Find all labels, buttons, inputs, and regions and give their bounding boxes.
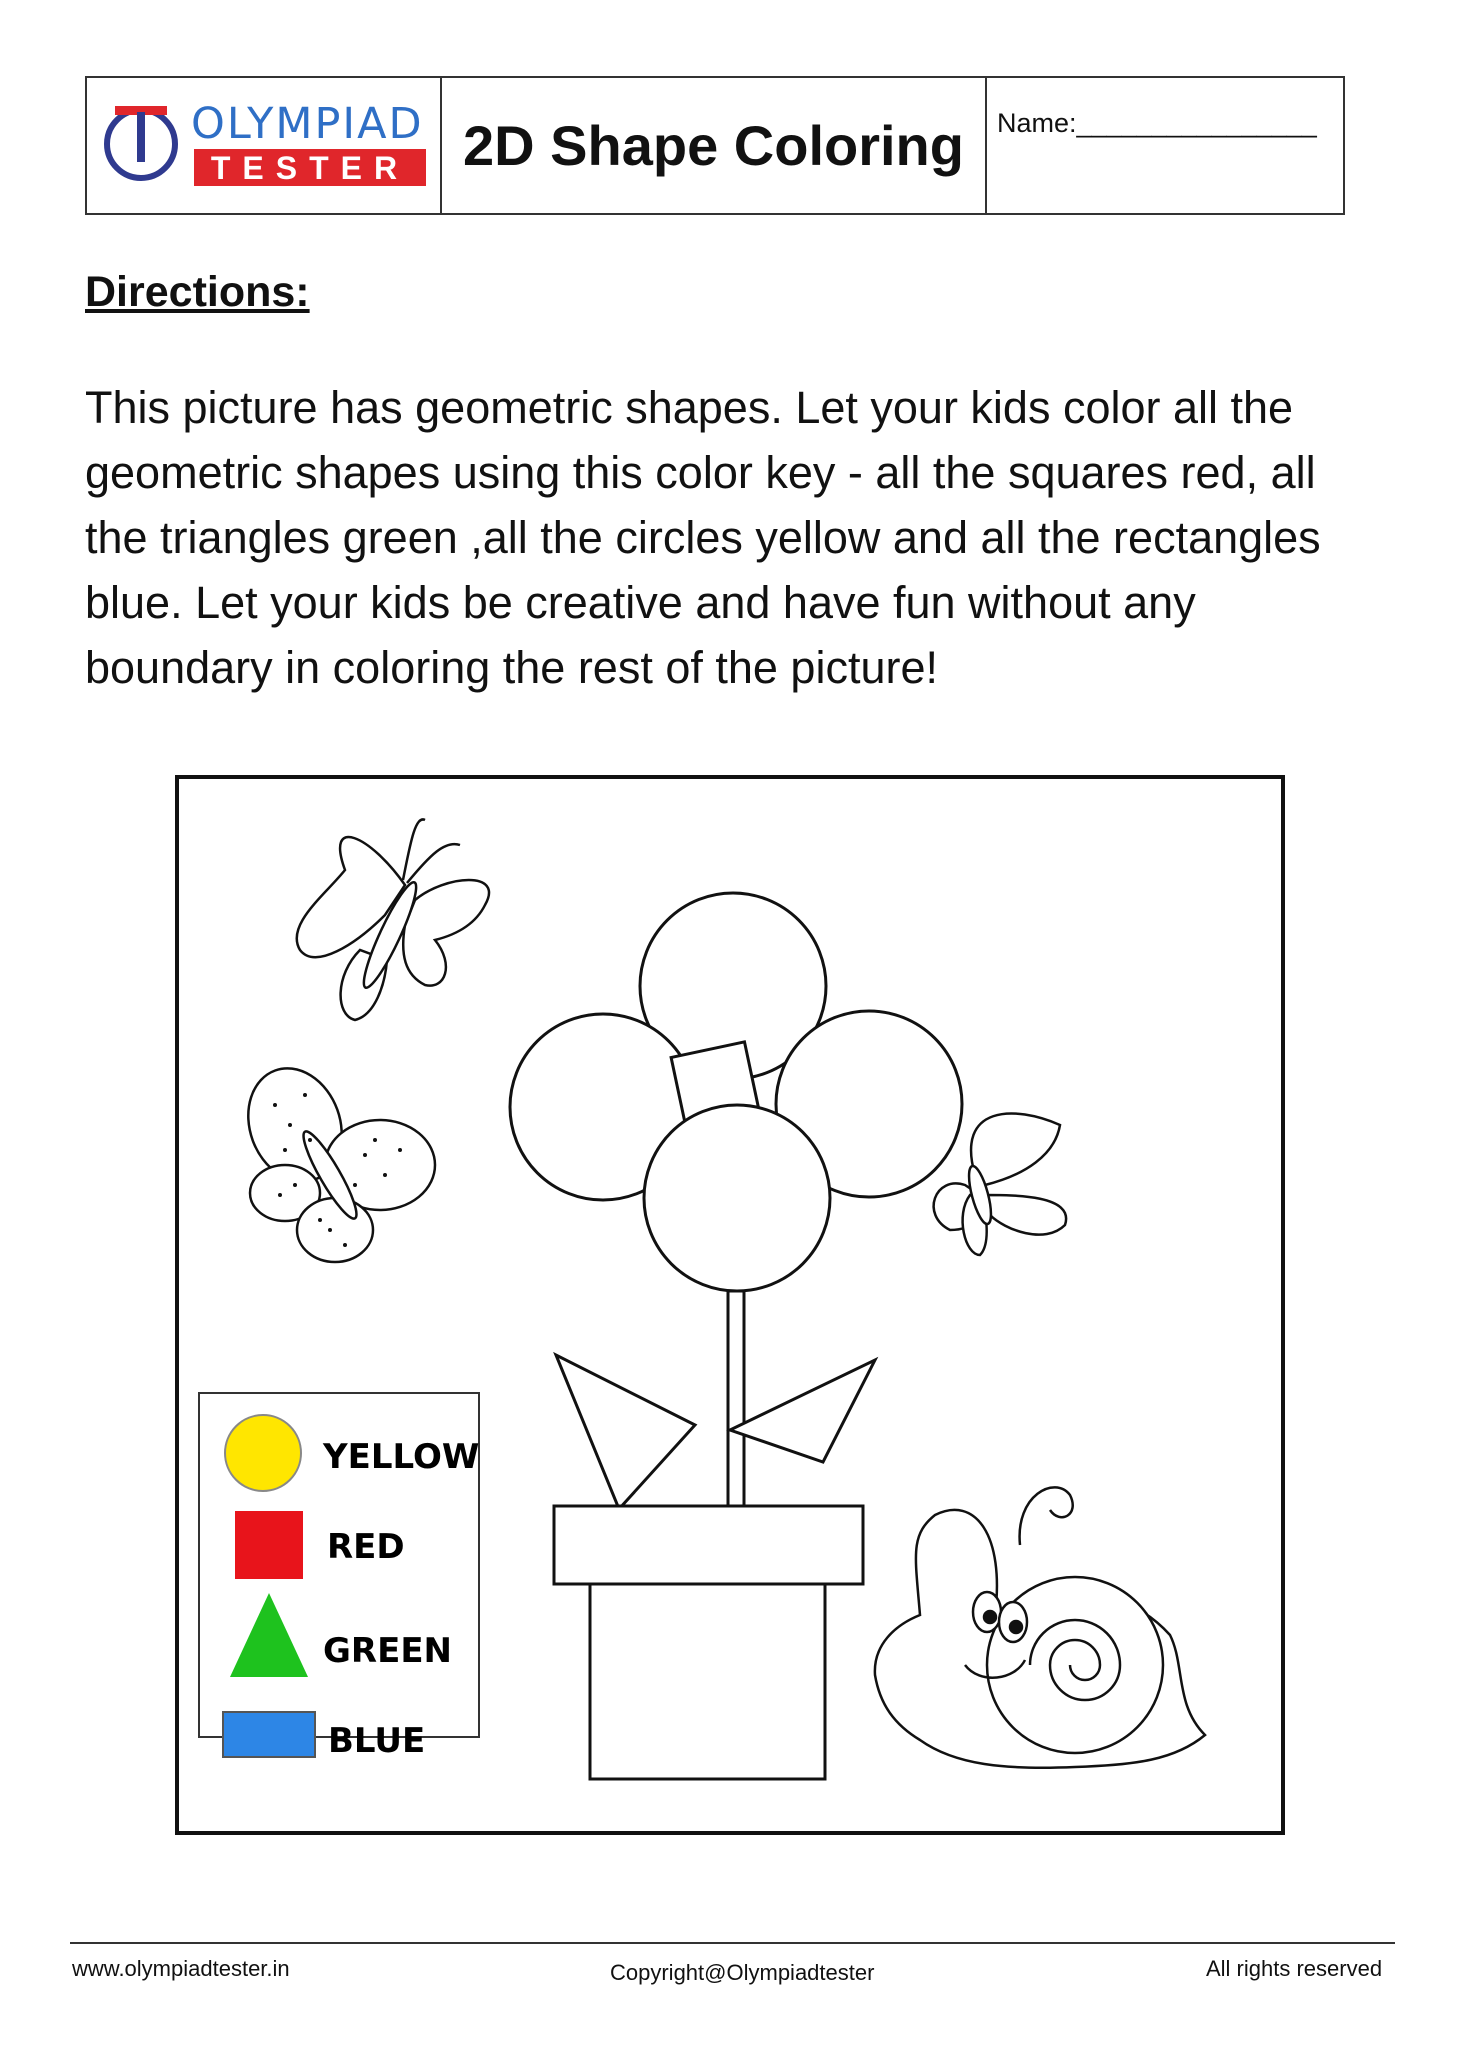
- title-cell: [442, 78, 987, 213]
- key-label-blue: BLUE: [328, 1721, 426, 1761]
- key-rectangle: [223, 1712, 315, 1757]
- footer-website-link[interactable]: www.olympiadtester.in: [72, 1956, 290, 1981]
- logo-t-icon: [101, 102, 181, 182]
- pot-body-rectangle: [590, 1584, 825, 1779]
- footer-copyright: Copyright@Olympiadtester: [610, 1960, 875, 1985]
- color-key: [199, 1393, 479, 1761]
- key-circle: [225, 1415, 301, 1491]
- logo-text-tester: TESTER: [194, 149, 426, 186]
- logo: [87, 78, 442, 213]
- page-title: 2D Shape Coloring: [463, 114, 964, 177]
- flower-circle-bottom: [644, 1105, 830, 1291]
- key-label-red: RED: [327, 1527, 405, 1567]
- worksheet-header: [85, 76, 1345, 215]
- directions-heading: Directions:: [85, 268, 310, 316]
- key-square: [235, 1511, 303, 1579]
- key-label-yellow: YELLOW: [323, 1437, 480, 1477]
- name-field[interactable]: Name:________________: [997, 108, 1317, 138]
- directions-text: This picture has geometric shapes. Let your kids color all the geometric shapes using this color key - all the squares red, all the triangles green ,all the circles yellow and all the rectangles blue. Let your kids be creative and have fun without any boundary in coloring the rest of the picture!: [85, 382, 1321, 693]
- logo-text-olympiad: OLYMPIAD: [191, 99, 424, 149]
- footer-divider: [70, 1942, 1395, 1944]
- flower-pot: [554, 1506, 863, 1779]
- name-cell: [987, 78, 1343, 213]
- pot-rim-rectangle: [554, 1506, 863, 1584]
- coloring-picture: [175, 775, 1285, 1835]
- footer-rights: All rights reserved: [1206, 1956, 1383, 1981]
- key-label-green: GREEN: [323, 1631, 452, 1671]
